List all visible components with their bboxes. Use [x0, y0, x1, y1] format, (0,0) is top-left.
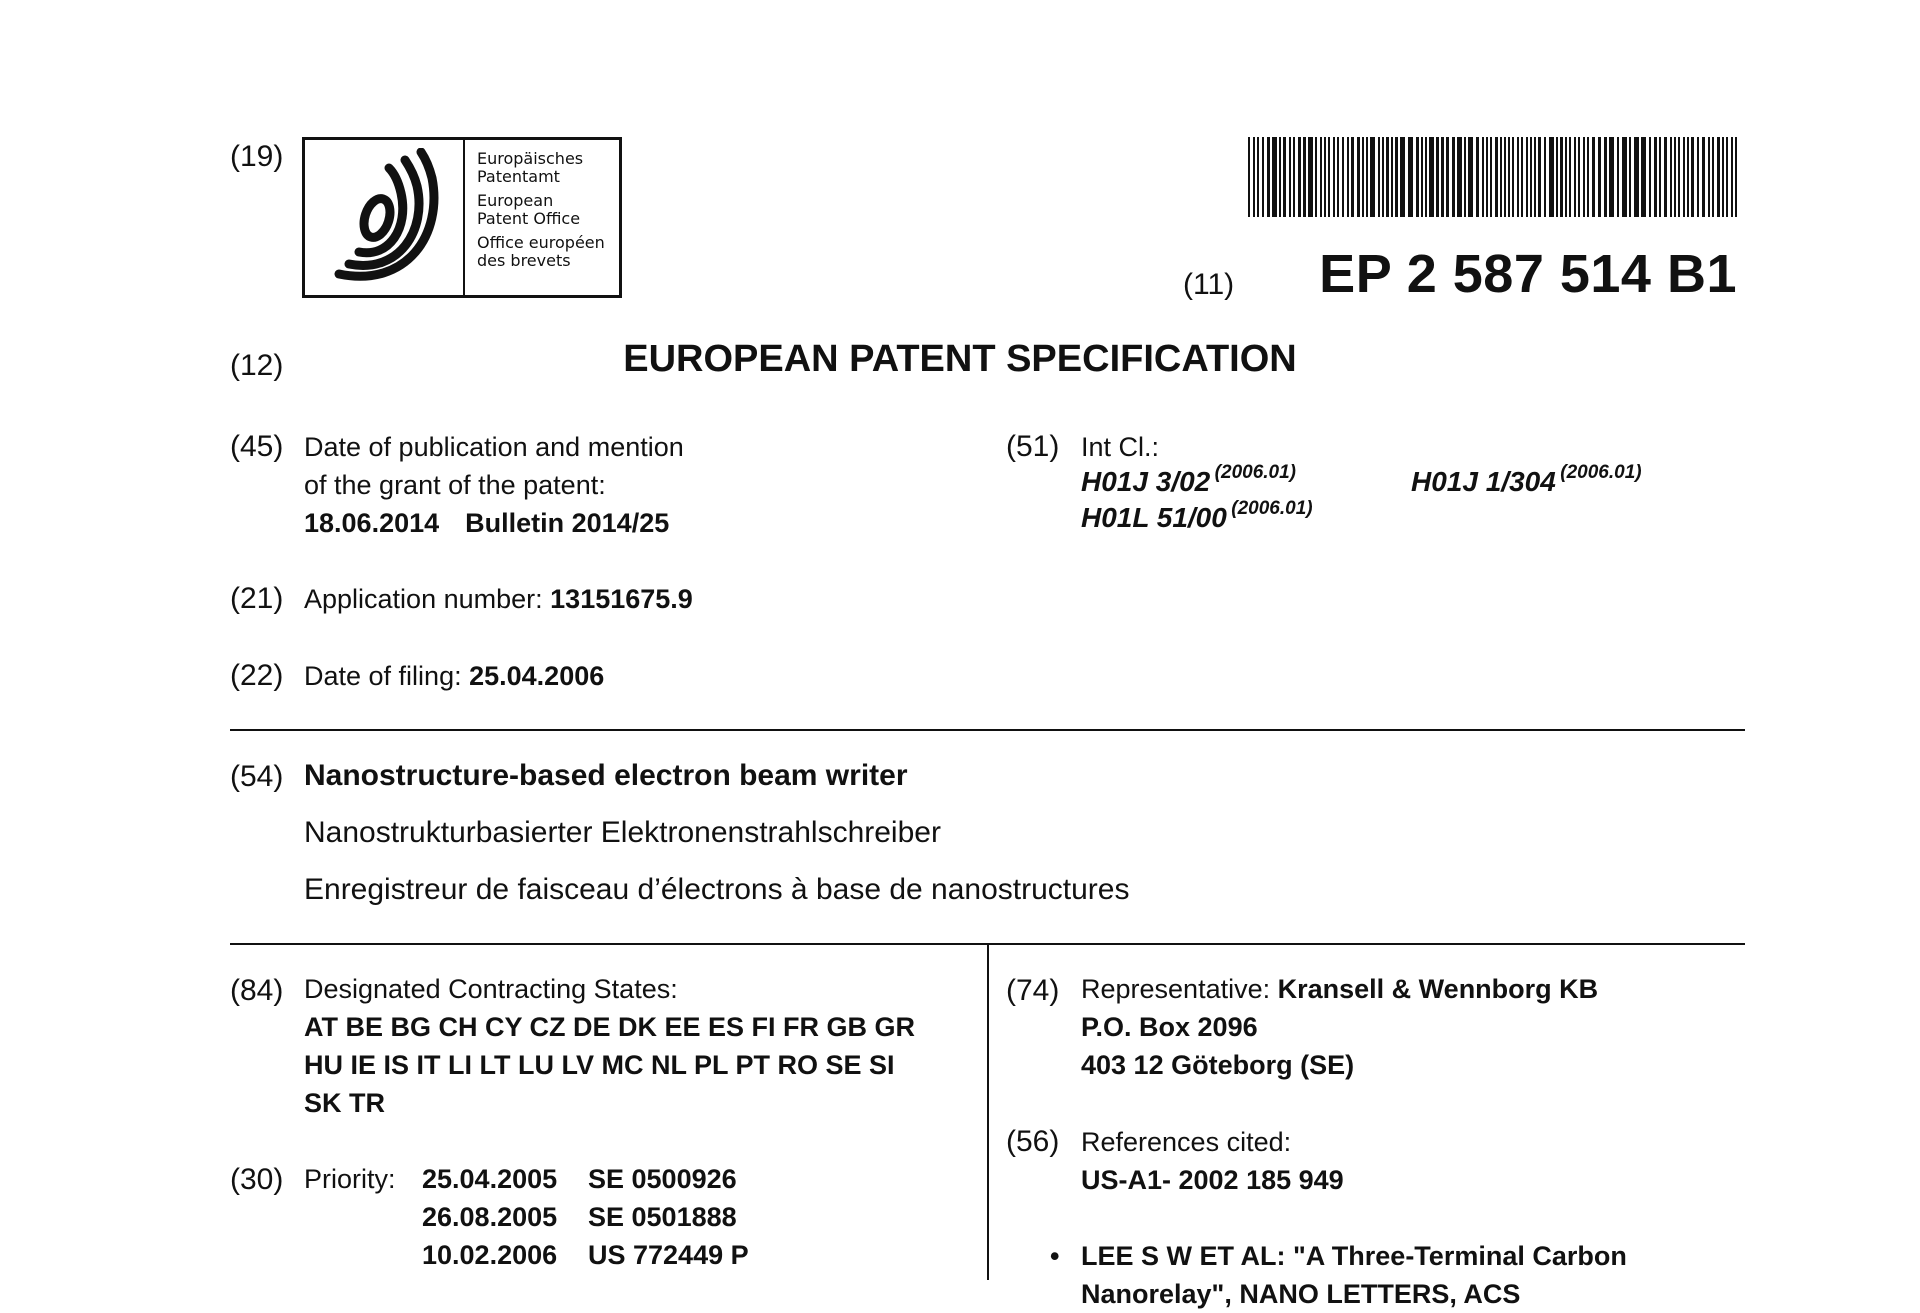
- barcode-bar: [1495, 137, 1498, 217]
- divider-1: [230, 729, 1745, 731]
- int-cl-label: Int Cl.:: [1081, 432, 1160, 462]
- inid-code-19: (19): [230, 140, 284, 173]
- barcode-bar: [1400, 137, 1405, 217]
- barcode-bar: [1441, 137, 1444, 217]
- barcode-bar: [1391, 137, 1393, 217]
- barcode-bar: [1534, 137, 1536, 217]
- grant-publication-field: [304, 428, 684, 542]
- barcode-bar: [1556, 137, 1558, 217]
- barcode-bar: [1289, 137, 1291, 217]
- barcode-bar: [1691, 137, 1694, 217]
- barcode-bar: [1544, 137, 1546, 217]
- barcode-bar: [1508, 137, 1510, 217]
- barcode-bar: [1490, 137, 1492, 217]
- barcode-bar: [1357, 137, 1360, 217]
- barcode-bar: [1337, 137, 1339, 217]
- barcode-bar: [1549, 137, 1554, 217]
- barcode-bar: [1267, 137, 1270, 217]
- barcode-bar: [1504, 137, 1506, 217]
- barcode-bar: [1622, 137, 1627, 217]
- application-number-field: Application number: 13151675.9: [304, 584, 693, 614]
- priority-item: 25.04.2005 SE 0500926: [422, 1164, 737, 1194]
- barcode-bar: [1578, 137, 1580, 217]
- barcode-bar: [1530, 137, 1532, 217]
- barcode-bar: [1262, 137, 1264, 217]
- ipc-class-3: H01L 51/00 (2006.01): [1081, 498, 1313, 533]
- designated-states-field: [304, 970, 915, 1122]
- inid-code-45: (45): [230, 430, 284, 463]
- barcode-bar: [1687, 137, 1689, 217]
- epo-logo: [302, 137, 622, 298]
- barcode-bar: [1253, 137, 1255, 217]
- barcode-bar: [1279, 137, 1281, 217]
- grant-label-line2: of the grant of the patent:: [304, 470, 606, 500]
- priority-label: Priority:: [304, 1164, 396, 1194]
- barcode-bar: [1634, 137, 1639, 217]
- title-fr: Enregistreur de faisceau d’électrons à base de nanostructures: [304, 873, 1130, 906]
- representative-name: Kransell & Wennborg KB: [1277, 974, 1599, 1004]
- designated-states-line1: AT BE BG CH CY CZ DE DK EE ES FI FR GB GR: [304, 1012, 916, 1042]
- barcode-bar: [1517, 137, 1519, 217]
- priority-item: 26.08.2005 SE 0501888: [422, 1202, 737, 1232]
- reference-npl: LEE S W ET AL: "A Three-Terminal Carbon Nanorelay", NANO LETTERS, ACS: [1081, 1241, 1627, 1309]
- filing-date-field: Date of filing: 25.04.2006: [304, 661, 605, 691]
- barcode-bar: [1592, 137, 1595, 217]
- office-name-en-1: European: [477, 191, 554, 210]
- barcode-bar: [1521, 137, 1523, 217]
- barcode-bar: [1395, 137, 1398, 217]
- barcode-bar: [1604, 137, 1607, 217]
- barcode-bar: [1272, 137, 1277, 217]
- barcode-bar: [1308, 137, 1313, 217]
- barcode-bar: [1574, 137, 1576, 217]
- barcode-bar: [1429, 137, 1434, 217]
- representative-address-2: 403 12 Göteborg (SE): [1081, 1050, 1355, 1080]
- barcode-bar: [1670, 137, 1672, 217]
- barcode-bar: [1583, 137, 1585, 217]
- representative-address-1: P.O. Box 2096: [1081, 1012, 1258, 1042]
- barcode-bar: [1425, 137, 1427, 217]
- barcode-bar: [1598, 137, 1601, 217]
- barcode-bar: [1378, 137, 1380, 217]
- filing-date: 25.04.2006: [469, 661, 605, 691]
- barcode-bar: [1320, 137, 1322, 217]
- barcode: [1248, 137, 1738, 217]
- inid-code-22: (22): [230, 659, 284, 692]
- barcode-bar: [1717, 137, 1720, 217]
- barcode-bar: [1702, 137, 1705, 217]
- barcode-bar: [1370, 137, 1375, 217]
- barcode-bar: [1569, 137, 1571, 217]
- office-name-de-2: Patentamt: [477, 167, 560, 186]
- barcode-bar: [1366, 137, 1368, 217]
- barcode-bar: [1248, 137, 1250, 217]
- barcode-bar: [1726, 137, 1728, 217]
- representative-field: [1081, 970, 1598, 1084]
- barcode-bar: [1283, 137, 1286, 217]
- barcode-bar: [1421, 137, 1423, 217]
- inid-code-30: (30): [230, 1163, 284, 1196]
- barcode-bar: [1649, 137, 1651, 217]
- barcode-bar: [1659, 137, 1661, 217]
- barcode-bar: [1464, 137, 1466, 217]
- grant-label-line1: Date of publication and mention: [304, 432, 684, 462]
- barcode-bar: [1482, 137, 1484, 217]
- barcode-bar: [1731, 137, 1733, 217]
- barcode-bar: [1708, 137, 1710, 217]
- priority-list: [422, 1160, 749, 1274]
- barcode-bar: [1328, 137, 1330, 217]
- barcode-bar: [1416, 137, 1419, 217]
- office-name-fr-2: des brevets: [477, 251, 571, 270]
- barcode-bar: [1315, 137, 1317, 217]
- barcode-bar: [1722, 137, 1724, 217]
- epo-logo-icon: [305, 140, 465, 295]
- barcode-bar: [1500, 137, 1502, 217]
- inid-code-51: (51): [1006, 430, 1060, 463]
- office-name-fr-1: Office européen: [477, 233, 605, 252]
- title-de: Nanostrukturbasierter Elektronenstrahlschreiber: [304, 816, 941, 849]
- publication-number: EP 2 587 514 B1: [1319, 244, 1737, 304]
- barcode-bar: [1476, 137, 1479, 217]
- inid-code-11: (11): [1183, 268, 1235, 301]
- barcode-bar: [1674, 137, 1676, 217]
- office-name-en-2: Patent Office: [477, 209, 581, 228]
- designated-states-line3: SK TR: [304, 1088, 385, 1118]
- barcode-bar: [1641, 137, 1646, 217]
- barcode-bar: [1452, 137, 1455, 217]
- barcode-bar: [1609, 137, 1614, 217]
- barcode-bar: [1587, 137, 1589, 217]
- references-field: [1081, 1123, 1344, 1199]
- designated-states-line2: HU IE IS IT LI LT LU LV MC NL PL PT RO SE SI: [304, 1050, 895, 1080]
- application-number: 13151675.9: [550, 584, 693, 614]
- barcode-bar: [1333, 137, 1335, 217]
- barcode-bar: [1303, 137, 1306, 217]
- reference-patent: US-A1- 2002 185 949: [1081, 1165, 1344, 1195]
- barcode-bar: [1712, 137, 1714, 217]
- barcode-bar: [1382, 137, 1384, 217]
- priority-item: 10.02.2006 US 772449 P: [422, 1240, 749, 1270]
- title-en: Nanostructure-based electron beam writer: [304, 759, 908, 792]
- inid-code-12: (12): [230, 349, 284, 382]
- grant-date: 18.06.2014: [304, 508, 440, 538]
- ipc-class-2: H01J 1/304 (2006.01): [1411, 462, 1642, 497]
- grant-bulletin: Bulletin 2014/25: [465, 508, 670, 538]
- document-title: EUROPEAN PATENT SPECIFICATION: [623, 338, 1297, 380]
- barcode-bar: [1654, 137, 1657, 217]
- barcode-bar: [1565, 137, 1567, 217]
- barcode-bar: [1538, 137, 1541, 217]
- barcode-bar: [1735, 137, 1737, 217]
- barcode-bar: [1408, 137, 1413, 217]
- references-label: References cited:: [1081, 1127, 1292, 1157]
- barcode-bar: [1257, 137, 1259, 217]
- barcode-bar: [1293, 137, 1295, 217]
- barcode-bar: [1617, 137, 1619, 217]
- inid-code-74: (74): [1006, 974, 1060, 1007]
- barcode-bar: [1298, 137, 1301, 217]
- barcode-bar: [1457, 137, 1462, 217]
- ipc-class-1: H01J 3/02 (2006.01): [1081, 462, 1297, 497]
- barcode-bar: [1629, 137, 1631, 217]
- barcode-bar: [1526, 137, 1528, 217]
- bullet-icon: •: [1050, 1241, 1060, 1271]
- office-name-de-1: Europäisches: [477, 149, 584, 168]
- barcode-bar: [1446, 137, 1449, 217]
- inid-code-56: (56): [1006, 1125, 1060, 1158]
- barcode-bar: [1362, 137, 1364, 217]
- barcode-bar: [1486, 137, 1488, 217]
- barcode-bar: [1386, 137, 1389, 217]
- inid-code-84: (84): [230, 974, 284, 1007]
- barcode-bar: [1678, 137, 1680, 217]
- barcode-bar: [1342, 137, 1344, 217]
- inid-code-21: (21): [230, 582, 284, 615]
- barcode-bar: [1683, 137, 1685, 217]
- barcode-bar: [1697, 137, 1699, 217]
- barcode-bar: [1512, 137, 1514, 217]
- barcode-bar: [1347, 137, 1349, 217]
- barcode-bar: [1468, 137, 1473, 217]
- column-divider: [987, 944, 989, 1280]
- representative-label: Representative:: [1081, 974, 1271, 1004]
- barcode-bar: [1560, 137, 1563, 217]
- barcode-bar: [1436, 137, 1439, 217]
- barcode-bar: [1664, 137, 1667, 217]
- designated-states-label: Designated Contracting States:: [304, 974, 678, 1004]
- inid-code-54: (54): [230, 760, 284, 793]
- barcode-bar: [1324, 137, 1326, 217]
- barcode-bar: [1351, 137, 1354, 217]
